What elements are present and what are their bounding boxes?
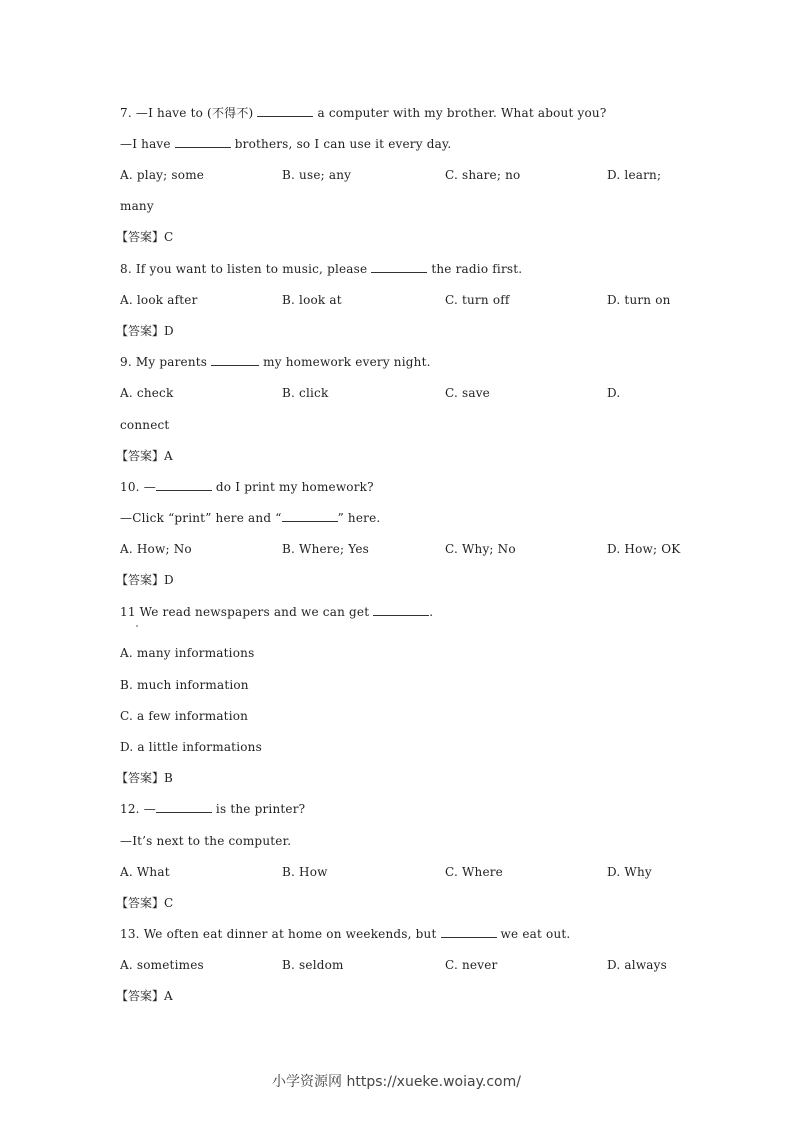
answer-blank <box>441 926 497 938</box>
question-7-line-2: —I have brothers, so I can use it every day. <box>120 137 452 151</box>
option-c: C. save <box>445 386 490 400</box>
answer-label: 【答案】A <box>116 449 173 463</box>
option-c: C. a few information <box>120 709 249 723</box>
option-c: C. never <box>445 958 498 972</box>
option-c: C. Why; No <box>445 542 516 556</box>
answer-blank <box>175 136 231 148</box>
option-b: B. seldom <box>282 958 344 972</box>
option-d: D. a little informations <box>120 740 262 754</box>
answer-blank <box>282 510 338 522</box>
option-d: D. learn; <box>607 168 662 182</box>
answer-label: 【答案】B <box>116 771 173 785</box>
option-b: B. How <box>282 865 328 879</box>
option-d: D. turn on <box>607 293 671 307</box>
question-9-line-1: 9. My parents my homework every night. <box>120 355 431 369</box>
question-10-line-1: 10. — do I print my homework? <box>120 480 374 494</box>
answer-blank <box>371 261 427 273</box>
footer-watermark: 小学资源网 https://xueke.woiay.com/ <box>272 1074 521 1090</box>
option-b: B. Where; Yes <box>282 542 370 556</box>
option-overflow: many <box>120 199 154 213</box>
answer-blank <box>156 801 212 813</box>
answer-blank <box>373 604 429 616</box>
question-12-line-2: —It’s next to the computer. <box>120 834 292 848</box>
question-11-line-1: 11 We read newspapers and we can get . <box>120 605 434 619</box>
answer-label: 【答案】C <box>116 230 174 244</box>
option-b: B. much information <box>120 678 249 692</box>
option-d: D. <box>607 386 621 400</box>
question-12-line-1: 12. — is the printer? <box>120 802 306 816</box>
option-c: C. Where <box>445 865 503 879</box>
option-a: A. sometimes <box>120 958 204 972</box>
answer-label: 【答案】D <box>116 573 174 587</box>
option-a: A. look after <box>120 293 198 307</box>
answer-blank <box>211 354 259 366</box>
question-10-line-2: —Click “print” here and “ ” here. <box>120 511 381 525</box>
question-13-line-1: 13. We often eat dinner at home on weekends, but we eat out. <box>120 927 571 941</box>
option-b: B. click <box>282 386 329 400</box>
option-a: A. How; No <box>120 542 192 556</box>
option-b: B. use; any <box>282 168 352 182</box>
question-7-line-1: 7. —I have to (不得不) a computer with my brother. What about you? <box>120 106 607 120</box>
option-d: D. How; OK <box>607 542 681 556</box>
answer-label: 【答案】C <box>116 896 174 910</box>
scan-speck <box>136 625 138 627</box>
question-8-line-1: 8. If you want to listen to music, please the radio first. <box>120 262 523 276</box>
option-c: C. turn off <box>445 293 510 307</box>
answer-label: 【答案】A <box>116 989 173 1003</box>
answer-label: 【答案】D <box>116 324 174 338</box>
answer-blank <box>257 105 313 117</box>
answer-blank <box>156 479 212 491</box>
option-a: A. What <box>120 865 170 879</box>
option-c: C. share; no <box>445 168 521 182</box>
option-b: B. look at <box>282 293 342 307</box>
option-overflow: connect <box>120 418 170 432</box>
option-d: D. always <box>607 958 667 972</box>
option-d: D. Why <box>607 865 652 879</box>
option-a: A. check <box>120 386 174 400</box>
option-a: A. play; some <box>120 168 205 182</box>
option-a: A. many informations <box>120 646 255 660</box>
